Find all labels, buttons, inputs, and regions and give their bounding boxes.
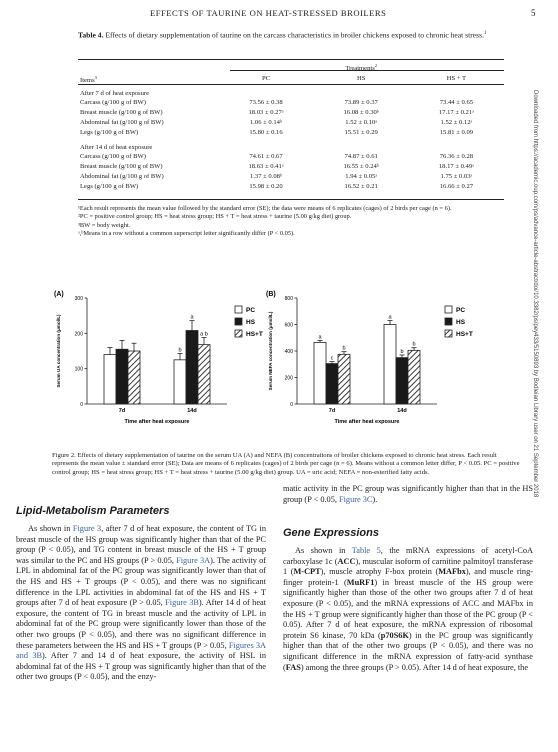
significance-letter: b	[178, 347, 182, 354]
value-cell: 18.63 ± 0.41ᵃ	[248, 162, 284, 170]
column-header: HS + T	[446, 75, 467, 83]
legend-swatch	[235, 330, 242, 337]
y-tick-label: 200	[284, 375, 293, 382]
table-top-rule	[78, 59, 504, 60]
lipid-continuation-text: matic activity in the PC group was significantly higher than that in the HS group (P < 0.05, Figure 3C).	[283, 484, 533, 504]
value-cell: 73.44 ± 0.65	[439, 98, 474, 106]
table-header-row	[78, 73, 504, 86]
gene-section-heading: Gene Expressions	[283, 527, 379, 539]
y-axis-label: Serum UA concentration (μmol/L)	[56, 314, 61, 388]
y-tick-label: 800	[284, 296, 293, 302]
category-label: 7d	[118, 408, 126, 414]
legend-label: PC	[456, 307, 466, 314]
value-cell: 18.03 ± 0.27ᵃ	[248, 108, 284, 116]
panel-label: (A)	[54, 291, 64, 298]
lipid-continuation	[283, 484, 533, 505]
significance-letter: a	[190, 314, 194, 321]
x-axis-label: Time after heat exposure	[334, 419, 400, 425]
legend-swatch	[445, 318, 452, 325]
figure-2	[52, 286, 522, 448]
significance-letter: a	[318, 334, 322, 341]
legend-label: HS+T	[456, 331, 473, 338]
bar	[198, 345, 210, 404]
legend-swatch	[235, 306, 242, 313]
footnote: ¹Each result represents the mean value followed by the standard error (SE); the data were means of 6 replicates (cages) of 2 birds per cage (n = 6).	[78, 205, 452, 212]
column-header: PC	[261, 75, 271, 83]
legend-label: HS	[246, 319, 256, 326]
bar	[338, 354, 350, 404]
value-cell: 1.06 ± 0.14ᵇ	[249, 118, 283, 126]
legend-swatch	[445, 330, 452, 337]
value-cell: 15.81 ± 0.09	[439, 128, 474, 136]
table-caption	[78, 29, 508, 40]
item-cell: Abdominal fat (g/100 g of BW)	[80, 172, 164, 180]
gene-section-body	[283, 546, 533, 673]
footnote: ²PC = positive control group; HS = heat stress group; HS + T = heat stress + taurine (5.00 g/kg diet) group.	[78, 213, 352, 221]
chart-panel-0	[54, 291, 263, 425]
value-cell: 15.80 ± 0.16	[249, 128, 283, 136]
value-cell: 17.17 ± 0.21ᵃ	[438, 108, 474, 116]
y-tick-label: 0	[290, 402, 293, 408]
chart-panel-1	[266, 291, 473, 425]
table-row	[78, 128, 504, 138]
lipid-section-heading: Lipid-Metabolism Parameters	[16, 505, 170, 517]
running-header	[0, 8, 558, 22]
item-cell: Legs (g/100 g of BW)	[80, 182, 139, 190]
bar	[326, 364, 338, 404]
y-tick-label: 400	[284, 349, 293, 355]
legend-swatch	[445, 306, 452, 313]
value-cell: 18.17 ± 0.49ᵃ	[438, 162, 474, 170]
value-cell: 16.66 ± 0.27	[439, 182, 474, 190]
table-group-row	[78, 138, 504, 152]
value-cell: 74.61 ± 0.67	[249, 152, 283, 160]
table-label: Table 4.	[78, 30, 104, 40]
bar	[128, 351, 140, 404]
value-cell: 1.52 ± 0.12ᵃ	[440, 118, 473, 126]
bar	[408, 350, 420, 404]
legend-label: HS	[456, 319, 466, 326]
group-label: After 14 d of heat exposure	[80, 144, 153, 152]
table-row	[78, 152, 504, 162]
table-caption-text: Effects of dietary supplementation of taurine on the carcass characteristics in broiler chickens exposed to chronic heat stress.	[105, 30, 484, 40]
item-cell: Breast muscle (g/100 g of BW)	[80, 108, 163, 116]
value-cell: 73.89 ± 0.37	[344, 98, 378, 106]
legend-swatch	[235, 318, 242, 325]
carcass-table	[78, 62, 504, 192]
bar	[116, 349, 128, 404]
value-cell: 1.52 ± 0.10ᵃ	[345, 118, 378, 126]
y-tick-label: 0	[80, 402, 83, 408]
footnote: ³BW = body weight.	[78, 221, 131, 229]
table-spanner-row	[78, 62, 504, 73]
bar	[396, 358, 408, 404]
table-group-row	[78, 86, 504, 98]
value-cell: 74.87 ± 0.61	[344, 152, 378, 160]
legend-label: HS+T	[246, 331, 263, 338]
item-cell: Legs (g/100 g of BW)	[80, 128, 139, 136]
significance-letter: b	[412, 341, 416, 348]
value-cell: 1.75 ± 0.03ᵃ	[440, 172, 473, 180]
table-row	[78, 108, 504, 118]
significance-letter: a b	[200, 331, 208, 338]
table-row	[78, 118, 504, 128]
y-tick-label: 600	[284, 322, 293, 329]
value-cell: 15.51 ± 0.29	[344, 128, 378, 136]
column-header: HS	[356, 75, 366, 83]
legend-label: PC	[246, 307, 256, 314]
bar	[174, 360, 186, 404]
item-cell: Abdominal fat (g/100 g of BW)	[80, 118, 164, 126]
value-cell: 76.36 ± 0.28	[439, 152, 474, 160]
lipid-section-body	[16, 524, 266, 683]
value-cell: 16.08 ± 0.30ᵇ	[343, 108, 379, 116]
figure-caption: Figure 2. Effects of dietary supplementation of taurine on the serum UA (A) and NEFA (B) concentrations of broiler chickens exposed to chronic heat stress. Each result represents the mean value ± standard error (SE); Data are means of 6 replicates (cages) of 2 birds per cage (n = 6). Means without a common letter differ, P < 0.05. PC = positive control group; HS = heat stress group; HS + T = heat stress + taurine (5.00 g/kg diet) group. UA = uric acid; NEFA = non-esterified fatty acids.	[52, 452, 520, 476]
significance-letter: b	[342, 345, 346, 352]
value-cell: 1.37 ± 0.08ᵇ	[249, 172, 283, 180]
x-axis-label: Time after heat exposure	[124, 419, 190, 425]
panel-label: (B)	[266, 291, 276, 298]
table-row	[78, 172, 504, 182]
item-cell: Breast muscle (g/100 g of BW)	[80, 162, 163, 170]
category-label: 14d	[397, 408, 407, 414]
table-row	[78, 182, 504, 192]
figure-2-charts	[52, 286, 522, 448]
y-tick-label: 200	[74, 331, 83, 338]
bar	[314, 342, 326, 404]
y-axis-label: Serum NEFA concentration (μmol/L)	[268, 311, 273, 391]
value-cell: 16.55 ± 0.24ᵇ	[343, 162, 379, 170]
significance-letter: c	[330, 355, 334, 362]
page-number: 5	[531, 8, 536, 18]
footnote: ᵃ,ᵇMeans in a row without a common superscript letter significantly differ (P < 0.05).	[78, 229, 295, 237]
treatments-spanner: Treatments$^2$	[345, 63, 378, 73]
bar	[104, 355, 116, 404]
table-caption-sup: 1	[483, 31, 487, 36]
table-footnotes	[78, 205, 506, 238]
bar	[384, 325, 396, 405]
lipid-paragraph: As shown in Figure 3, after 7 d of heat exposure, the content of TG in breast muscle of the HS group was significantly higher than that of the PC group (P < 0.05), and TG content in breast muscle of the HS + T group was similar to the PC and HS groups (P > 0.05, Figure 3A). The activity of LPL in abdominal fat of the PC group was significantly lower than that of the HS and HS + T groups (P < 0.05), and there was no significant difference in the LPL activities in abdominal fat of the HS and HS + T groups after 7 d of heat exposure (P > 0.05, Figure 3B). After 14 d of heat exposure, the content of TG in breast muscle and the activity of LPL in abdominal fat of the PC group were significantly lower than those of the other two groups (P < 0.05), and there was no significant difference in these parameters between the HS and HS + T groups (P > 0.05, Figures 3A and 3B). After 7 and 14 d of heat exposure, the activity of HSL in abdominal fat of the HS + T group was significantly higher than that of the other two groups (P < 0.05), and the enzy-	[16, 524, 266, 682]
table-row	[78, 98, 504, 108]
y-tick-label: 100	[74, 366, 83, 373]
value-cell: 1.94 ± 0.05ᵃ	[345, 172, 378, 180]
category-label: 14d	[187, 408, 197, 414]
group-label: After 7 d of heat exposure	[80, 90, 150, 98]
download-watermark-text: Downloaded from https://academic.oup.com/ps/advance-article-abstract/doi/10.3382/ps/pey433/5150893 by Bodleian Library user on 21 September 2018	[532, 90, 538, 498]
running-title: EFFECTS OF TAURINE ON HEAT-STRESSED BROILERS	[150, 8, 387, 18]
value-cell: 73.56 ± 0.38	[249, 98, 283, 106]
value-cell: 16.52 ± 0.21	[344, 182, 378, 190]
gene-paragraph: As shown in Table 5, the mRNA expressions of acetyl-CoA carboxylase 1c (ACC), muscular isoform of carnitine palmitoyl transferase 1 (M-CPT), muscle atrophy F-box protein (MAFbx), and muscle ring-finger protein-1 (MuRF1) in breast muscle of the HS group were significantly higher than those of the other two groups after 7 d of heat exposure (P < 0.05), and the mRNA expressions of ACC and MAFbx in the HS + T group were significantly higher than those of the PC group (P < 0.05). After 7 d of heat exposure, the mRNA expression of ribosomal protein S6 kinase, 70 kDa (p70S6K) in the PC group was significantly higher than that of the other two groups (P < 0.05), and there was no significant difference in the mRNA expression of fatty-acid synthase (FAS) among the three groups (P > 0.05). After 14 d of heat exposure, the	[283, 546, 533, 672]
table-row	[78, 162, 504, 172]
significance-letter: b	[400, 348, 404, 355]
y-tick-label: 300	[74, 296, 83, 302]
category-label: 7d	[328, 408, 336, 414]
bar	[186, 331, 198, 404]
value-cell: 15.98 ± 0.20	[249, 182, 283, 190]
item-cell: Carcass (g/100 g of BW)	[80, 98, 146, 106]
items-header: Items$^3$	[80, 74, 97, 85]
significance-letter: a	[388, 314, 392, 321]
item-cell: Carcass (g/100 g of BW)	[80, 152, 146, 160]
table-bottom-rule	[78, 199, 504, 200]
